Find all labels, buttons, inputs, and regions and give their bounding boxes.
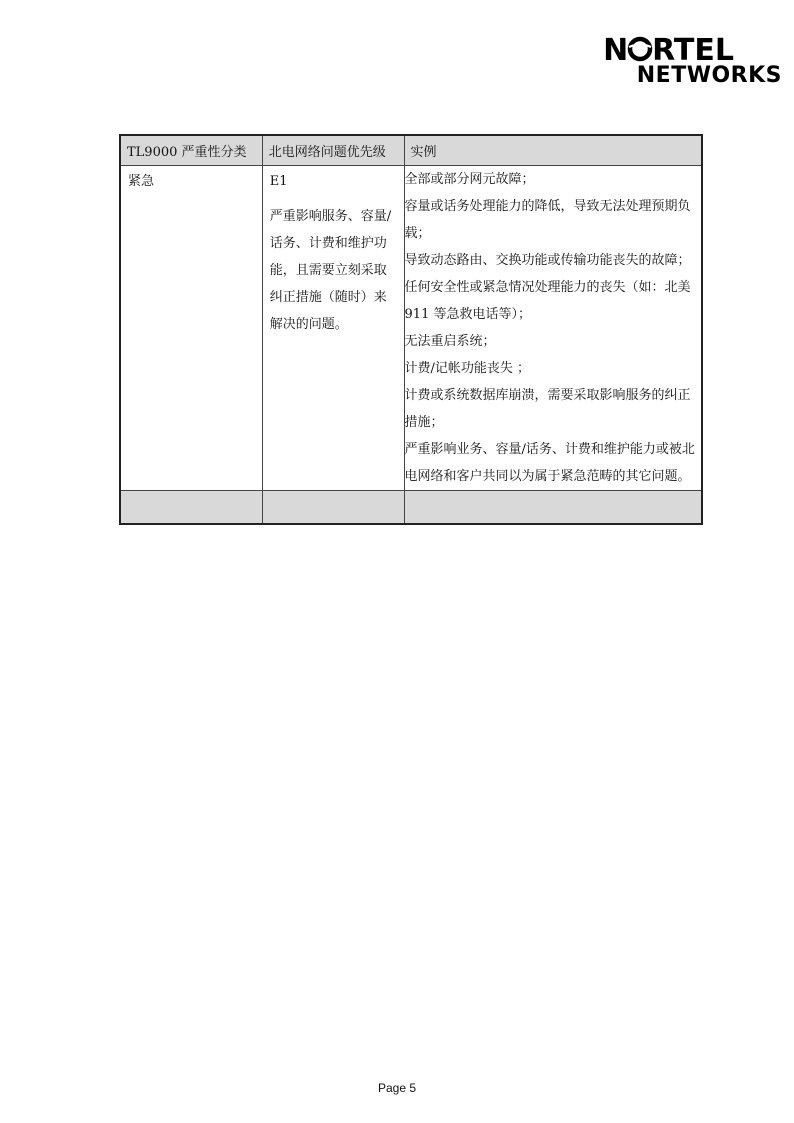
severity-classification-table xyxy=(119,134,703,525)
severity-level: 紧急 xyxy=(128,173,155,189)
example-item: 导致动态路由、交换功能或传输功能丧失的故障； xyxy=(404,252,691,268)
table-header-row xyxy=(120,135,702,165)
header-nortel-priority: 北电网络问题优先级 xyxy=(262,135,404,165)
page-number: Page 5 xyxy=(377,1081,417,1095)
table-row xyxy=(120,165,702,490)
empty-cell xyxy=(120,490,262,524)
example-item: 无法重启系统； xyxy=(404,333,496,349)
priority-description: 严重影响服务、容量/话务、计费和维护功能，且需要立刻采取纠正措施（随时）来解决的问题。 xyxy=(269,208,392,332)
empty-shaded-row xyxy=(120,490,702,524)
logo-letter-n: N xyxy=(603,33,629,68)
priority-cell xyxy=(262,165,404,490)
example-item: 严重影响业务、容量/话务、计费和维护能力或被北电网络和客户共同以为属于紧急范畴的其它问题。 xyxy=(404,441,695,484)
logo-nortel-text xyxy=(603,33,734,68)
example-item: 计费或系统数据库崩溃，需要采取影响服务的纠正措施； xyxy=(404,387,691,430)
examples-cell xyxy=(404,165,702,490)
example-item: 计费/记帐功能丧失 ； xyxy=(404,360,531,376)
example-item: 任何安全性或紧急情况处理能力的丧失（如：北美 911 等急救电话等）； xyxy=(404,279,691,322)
severity-cell xyxy=(120,165,262,490)
example-item: 容量或话务处理能力的降低，导致无法处理预期负载； xyxy=(404,198,691,241)
logo-networks-text: NETWORKS xyxy=(636,63,782,88)
logo-letters-rtel: RTEL xyxy=(652,33,734,68)
header-examples: 实例 xyxy=(404,135,702,165)
nortel-networks-logo xyxy=(578,33,782,90)
header-tl9000-severity: TL9000 严重性分类 xyxy=(120,135,262,165)
example-item: 全部或部分网元故障； xyxy=(404,171,535,187)
logo-globe-icon xyxy=(627,36,653,62)
priority-code: E1 xyxy=(269,173,288,189)
empty-cell xyxy=(262,490,404,524)
empty-cell xyxy=(404,490,702,524)
